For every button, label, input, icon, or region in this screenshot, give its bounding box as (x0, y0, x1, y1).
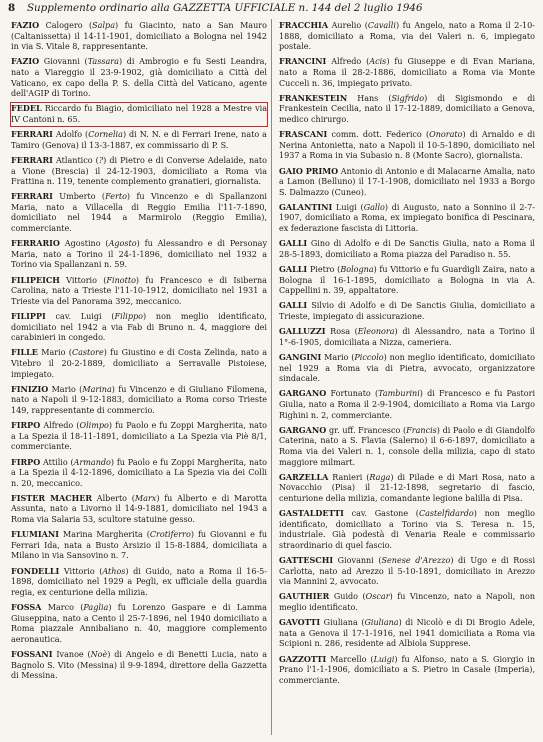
entry-details: di Francesco e fu Pastori Giulia, nato a Roma il 2-9-1904, domiciliato a Roma via Largo Righini n. 2, commerciante. (279, 389, 536, 420)
entry-surname: GALLUZZI (279, 326, 326, 337)
entry-first-name: Giovanni (43, 57, 80, 67)
entry-first-name: Silvio (311, 301, 334, 311)
entry-details: non meglio identificato, domiciliato a Torino via S. Teresa n. 15, industriale. Già podestà di Venaria Reale e commissario straordinario di quel fascio. (279, 509, 535, 550)
entry-surname: FILIPEICH (11, 274, 60, 285)
register-entry: FRASCANI comm. dott. Federico (Onorato) di Arnaldo e di Nerina Antonietta, nato a Napoli il 10-5-1890, domiciliato nel 1937 a Roma in via Subasio n. 8 (Monte Sacro), giornalista. (279, 129, 536, 161)
entry-details: fu Lorenzo Gaspare e di Lamma Giuseppina, nato a Cento il 25-7-1896, nel 1940 domiciliato a Roma piazzale Annibaliano n. 40, maggiore complemento aeronautica. (11, 603, 267, 644)
entry-surname: FOSSANI (11, 648, 53, 659)
entry-first-name: Mario (51, 384, 76, 394)
entry-surname: FERRARI (11, 154, 53, 165)
entry-surname: FOSSA (11, 602, 42, 612)
register-entry: FRACCHIA Aurelio (Cavalli) fu Angelo, nato a Roma il 2-10-1888, domiciliato a Roma, via dei Valeri n. 6, impiegato postale. (279, 20, 536, 52)
entry-details: di Antonio e di Malacarne Amalia, nato a Lamon (Belluno) il 17-1-1908, domiciliato nel 1933 a Borgo S. Dalmazzo (Cuneo). (279, 166, 535, 197)
register-entry: FRANKESTEIN Hans (Sigfrido) di Sigismondo e di Frankestein Cecilia, nato il 17-12-1889, domiciliato a Genova, medico chirurgo. (279, 92, 536, 124)
entry-surname: FIRPO (11, 420, 41, 431)
entry-surname: FONDELLI (11, 565, 60, 576)
entry-first-name: cav. Gastone (351, 509, 409, 519)
entry-details: fu Vincenzo e di Spallanzoni Maria, nato a Villacella di Reggio Emilia l'11-7-1890, domiciliato nel 1944 a Marmirolo (Reggio Emilia), commerciante. (11, 192, 267, 234)
register-entry: GAZZOTTI Marcello (Luigi) fu Alfonso, nato a S. Giorgio in Prano l'1-1-1906, domiciliato a S. Pietro in Casale (Imperia), commerciante. (279, 653, 536, 685)
entry-first-name: Marco (47, 603, 74, 612)
register-entry: FILLE Mario (Castore) fu Giustino e di Costa Zelinda, nato a Vitebro il 20-2-1889, domiciliato a Serravalle Pistoiese, impiegato. (11, 347, 268, 379)
entry-alias: Marina (82, 384, 112, 394)
entry-alias: Ferto (105, 192, 127, 202)
entry-first-name: Giovanni (337, 556, 374, 566)
page-header (0, 0, 543, 16)
entry-first-name: Alfredo (331, 57, 362, 67)
entry-alias: Olimpo (79, 421, 109, 431)
entry-details: di Sigismondo e di Frankestein Cecilia, nato il 17-12-1889, domiciliato a Genova, medico chirurgo. (279, 93, 536, 124)
register-entry: GARZELLA Ranieri (Raga) di Pilade e di Mari Rosa, nato a Novacchio (Pisa) il 21-12-1898, segretario di fascio, centurione della milizia, comandante legione balilla di Pisa. (279, 471, 536, 503)
entry-first-name: Giuliana (323, 618, 358, 628)
entry-first-name: Adolfo (55, 130, 83, 140)
entry-surname: GAIO PRIMO (279, 165, 339, 176)
entry-alias: Crotiferro (149, 530, 191, 540)
entry-first-name: Fortunato (330, 389, 371, 399)
register-entry: FERRARI Atlantico (?) di Pietro e di Converse Adelaide, nato a Vione (Brescia) il 24-12-1903, domiciliato a Roma via Frattina n. 119, tenente complemento granatieri, giornalista. (11, 154, 267, 187)
entry-first-name: Ivanoe (56, 649, 84, 659)
entry-details: fu Angelo, nato a Roma il 2-10-1888, domiciliato a Roma, via dei Valeri n. 6, impiegato postale. (279, 21, 536, 52)
entry-details: di Arnaldo e di Nerina Antonietta, nato a Napoli il 10-5-1890, domiciliato nel 1937 a Roma in via Subasio n. 8 (Monte Sacro), giornalista. (279, 130, 536, 161)
entry-surname: FEDEL (11, 103, 42, 114)
entry-alias: Athos (102, 566, 126, 576)
entry-first-name: Ranieri (332, 472, 363, 482)
entry-details: di Paolo e di Giandolfo Caterina, nato a S. Flavia (Salerno) il 6-6-1897, domiciliato a Roma via dei Valeri n. 1, console della milizia, capo di stato maggiore milmart. (279, 425, 536, 467)
entry-alias: Eleonora (357, 327, 395, 337)
entry-first-name: Vittorio (63, 566, 95, 576)
entry-surname: FERRARI (11, 129, 53, 140)
entry-surname: FRANCINI (279, 56, 327, 67)
entry-first-name: cav. Luigi (55, 312, 102, 321)
entry-details: fu Vincenzo, nato a Napoli, non meglio identificato. (279, 592, 536, 612)
entry-surname: GAZZOTTI (279, 653, 327, 664)
entry-first-name: Alberto (96, 493, 128, 503)
entry-details: non meglio identificato, domiciliato nel 1929 a Roma via di Pietra, avvocato, organizzatore sindacale. (279, 352, 535, 384)
entry-first-name: Marina Margherita (62, 530, 143, 540)
entry-alias: Bologna (340, 265, 374, 275)
register-entry (279, 166, 535, 199)
entry-first-name: Alfredo (43, 421, 74, 431)
entry-alias: Luigi (373, 654, 395, 664)
entry-details: fu Paolo e fu Zoppi Margherita, nato a La Spezia il 4-12-1896, domiciliato a La Spezia via dei Colli n. 20, meccanico. (11, 457, 268, 488)
register-entry: GALLI Pietro (Bologna) fu Vittorio e fu Guardigli Zaira, nato a Bologna il 16-1-1895, domiciliato a Bologna in via A. Cappellini n. 39, appaltatore. (279, 264, 536, 296)
entry-details: di N. N. e di Ferrari Irene, nato a Tamiro (Genova) il 13-3-1887, ex commissario di P. S. (11, 130, 267, 150)
entry-alias: Cavalli (367, 21, 396, 30)
entry-surname: FILIPPI (11, 311, 46, 321)
entry-alias: Marx (134, 493, 157, 503)
register-entry: FILIPEICH Vittorio (Finotto) fu Francesco e di Isiberna Carolina, nato a Trieste l'11-10-1912, domiciliato nel 1931 a Trieste via del Panorama 392, meccanico. (11, 274, 267, 306)
entry-details: di Adolfo e di De Sanctis Giulia, nato a Roma il 28-5-1893, domiciliato a Roma piazza del Paradiso n. 55. (279, 239, 536, 259)
entry-details: di Ugo e di Rossi Carlotta, nato ad Arezzo il 5-10-1891, domiciliato in Arezzo via Mannini 2, avvocato. (279, 556, 536, 587)
entry-first-name: Mario (41, 348, 66, 358)
right-column (279, 20, 535, 690)
entry-surname: FRASCANI (279, 129, 328, 140)
entry-surname: FRACCHIA (279, 20, 329, 30)
page-number: 8 (8, 2, 16, 14)
entry-details: di Adolfo e di De Sanctis Giulia, domiciliato a Trieste, impiegato di assicurazione. (279, 301, 536, 321)
entry-first-name: Gino (310, 239, 330, 249)
entry-surname: GASTALDETTI (279, 508, 344, 519)
register-entry: FILIPPI cav. Luigi (Filippo) non meglio identificato, domiciliato nel 1942 a via Fab di Bruno n. 4, maggiore dei carabinieri in congedo. (11, 311, 267, 343)
entry-surname: FINIZIO (11, 383, 49, 394)
register-entry: GALLUZZI Rosa (Eleonora) di Alessandro, nata a Torino il 1°-6-1905, domiciliata a Nizza, cameriera. (279, 326, 535, 347)
entry-details: di Alessandro, nata a Torino il 1°-6-1905, domiciliata a Nizza, cameriera. (279, 327, 535, 347)
entry-surname: GARGANO (279, 388, 327, 399)
entry-surname: FAZIO (11, 56, 40, 67)
entry-surname: FERRARI (11, 191, 53, 202)
entry-details: fu Vittorio e fu Guardigli Zaira, nato a Bologna il 16-1-1895, domiciliato a Bologna in via A. Cappellini n. 39, appaltatore. (279, 265, 536, 296)
entry-details: di Ambrogio e fu Sesti Leandra, nato a Viareggio il 23-9-1902, già domiciliato a Città del Vaticano, ex capo della P. S. della Città del Vaticano, agente dell'AGIP di Torino. (11, 57, 268, 99)
register-entry: FRANCINI Alfredo (Acis) fu Giuseppe e di Evan Mariana, nato a Roma il 28-2-1886, domiciliato a Roma via Monte Cucceli n. 36, impiegato privato. (279, 56, 536, 88)
register-entry: GAVOTTI Giuliana (Giuliana) di Nicolò e di Di Brogio Adele, nata a Genova il 17-1-1916, nel 1941 domiciliata a Roma via Scipioni n. 286, residente ad Albiola Supprese. (279, 617, 536, 649)
entry-details: di Nicolò e di Di Brogio Adele, nata a Genova il 17-1-1916, nel 1941 domiciliata a Roma via Scipioni n. 286, residente ad Albiola Supprese. (279, 618, 536, 649)
register-entry: FLUMIANI Marina Margherita (Crotiferro) fu Giovanni e fu Ferrari Ida, nata a Busto Arsizio il 15-8-1884, domiciliata a Milano in via Sansovino n. 7. (11, 529, 268, 561)
register-entry: FAZIO Giovanni (Tassara) di Ambrogio e fu Sesti Leandra, nato a Viareggio il 23-9-1902, già domiciliato a Città del Vaticano, ex capo della P. S. della Città del Vaticano, agente dell'AGIP di Torino. (11, 56, 268, 99)
left-column (11, 20, 267, 685)
register-entry: FERRARI Adolfo (Cornelia) di N. N. e di Ferrari Irene, nato a Tamiro (Genova) il 13-3-1887, ex commissario di P. S. (11, 129, 267, 150)
entry-details: fu Alfonso, nato a S. Giorgio in Prano l'1-1-1906, domiciliato a S. Pietro in Casale (Imperia), commerciante. (279, 654, 536, 685)
column-divider (271, 19, 272, 735)
register-entry: FAZIO Calogero (Salpa) fu Giacinto, nato a San Mauro (Caltanissetta) il 14-11-1901, domiciliato a Bologna nel 1942 in via S. Vitale 8, rappresentante. (11, 20, 267, 52)
entry-alias: Senese d'Arezzo (381, 556, 451, 566)
register-entry: FONDELLI Vittorio (Athos) di Guido, nato a Roma il 16-5-1898, domiciliato nel 1929 a Pegli, ex ufficiale della guardia regia, ex centurione della milizia. (11, 565, 268, 597)
entry-surname: FAZIO (11, 20, 40, 30)
entry-details: fu Paolo e fu Zoppi Margherita, nato a La Spezia il 18-11-1891, domiciliato a La Spezia via Piè 8/1, commerciante. (11, 421, 268, 452)
entry-alias: Oscar (365, 592, 390, 602)
register-entry: FERRARI Umberto (Ferto) fu Vincenzo e di Spallanzoni Maria, nato a Villacella di Reggio Emilia l'11-7-1890, domiciliato nel 1944 a Marmirolo (Reggio Emilia), commerciante. (11, 191, 267, 234)
entry-details: di Pietro e di Converse Adelaide, nato a Vione (Brescia) il 24-12-1903, domiciliato a Roma via Frattina n. 119, tenente complemento granatieri, giornalista. (11, 155, 267, 187)
entry-details: fu Alessandro e di Personay Maria, nato a Torino il 24-1-1896, domiciliato nel 1932 a Torino via Spallanzani n. 59. (11, 239, 268, 270)
entry-alias: Francis (406, 425, 437, 435)
entry-alias: Giuliana (364, 618, 399, 628)
entry-first-name: Hans (357, 93, 379, 103)
entry-surname: GARZELLA (279, 471, 329, 482)
highlighted-entry (11, 103, 267, 125)
register-entry: GALANTINI Luigi (Gallo) di Augusto, nato a Sonnino il 2-7-1907, domiciliato a Roma, ex impiegato bonifica di Pescinara, ex federazione fascista di Littoria. (279, 201, 535, 234)
entry-surname: GALLI (279, 264, 308, 275)
entry-first-name: Attilio (43, 457, 68, 467)
entry-alias: Gallo (363, 202, 385, 212)
entry-alias: Tamburini (378, 389, 420, 399)
entry-first-name: Umberto (59, 192, 96, 202)
entry-alias: Raga (369, 472, 391, 482)
entry-alias: Noè (90, 649, 108, 659)
entry-details: fu Giacinto, nato a San Mauro (Caltanissetta) il 14-11-1901, domiciliato a Bologna nel 1942 in via S. Vitale 8, rappresentante. (11, 21, 267, 52)
entry-alias: Finotto (106, 275, 136, 285)
entry-first-name: Calogero (45, 21, 83, 30)
entry-first-name: Marcello (330, 654, 367, 664)
entry-surname: FIRPO (11, 456, 41, 467)
register-entry (279, 238, 535, 260)
entry-surname: FERRARIO (11, 238, 60, 249)
entry-first-name: Rosa (330, 327, 351, 337)
entry-details: di Pilade e di Mari Rosa, nato a Novacchio (Pisa) il 21-12-1898, segretario di fascio, centurione della milizia, comandante legione balilla di Pisa. (279, 472, 536, 503)
register-entry: FOSSANI Ivanoe (Noè) di Angelo e di Benetti Lucia, nato a Bagnolo S. Vito (Messina) il 9-9-1894, direttore della Gazzetta di Messina. (11, 648, 268, 681)
entry-details: fu Francesco e di Isiberna Carolina, nato a Trieste l'11-10-1912, domiciliato nel 1931 a Trieste via del Panorama 392, meccanico. (11, 275, 267, 306)
entry-alias: Onorato (429, 130, 463, 140)
entry-first-name: Mario (324, 352, 349, 362)
entry-details: non meglio identificato, domiciliato nel 1942 a via Fab di Bruno n. 4, maggiore dei carabinieri in congedo. (11, 312, 267, 343)
entry-alias: Tassara (87, 57, 119, 67)
register-entry: FINIZIO Mario (Marina) fu Vincenzo e di Giuliano Filomena, nato a Napoli il 9-12-1883, domiciliato a Roma corso Trieste 149, rappresentante di commercio. (11, 383, 268, 415)
entry-surname: GALLI (279, 300, 308, 311)
register-entry: FOSSA Marco (Paglia) fu Lorenzo Gaspare e di Lamma Giuseppina, nato a Cento il 25-7-1896, nel 1940 domiciliato a Roma piazzale Annibaliano n. 40, maggiore complemento aeronautica. (11, 602, 267, 644)
entry-alias: Castore (71, 348, 104, 358)
entry-details: fu Giovanni e fu Ferrari Ida, nata a Busto Arsizio il 15-8-1884, domiciliata a Milano in via Sansovino n. 7. (11, 530, 268, 561)
entry-first-name: Agostino (64, 239, 101, 249)
entry-alias: Sigfrido (391, 93, 425, 103)
entry-alias: Castelfidardo (418, 509, 474, 519)
entry-surname: FRANKESTEIN (279, 92, 348, 103)
register-entry: FISTER MACHER Alberto (Marx) fu Alberto e di Marotta Assunta, nato a Livorno il 14-9-1881, domiciliato nel 1943 a Roma via Salaria 53, scultore statuine gesso. (11, 492, 267, 525)
gazette-title: Supplemento ordinario alla GAZZETTA UFFICIALE n. 144 del 2 luglio 1946 (27, 2, 423, 14)
register-entry (279, 300, 535, 322)
entry-surname: FLUMIANI (11, 529, 59, 540)
entry-alias: Filippo (114, 312, 143, 321)
register-entry: FIRPO Attilio (Armando) fu Paolo e fu Zoppi Margherita, nato a La Spezia il 4-12-1896, domiciliato a La Spezia via dei Colli n. 20, meccanico. (11, 456, 268, 488)
entry-surname: GANGINI (279, 351, 322, 362)
entry-details: fu Giustino e di Costa Zelinda, nato a Vitebro il 20-2-1889, domiciliato a Serravalle Pistoiese, impiegato. (11, 348, 268, 379)
entry-first-name: Guido (333, 592, 359, 602)
entry-details: fu Alberto e di Marotta Assunta, nato a Livorno il 14-9-1881, domiciliato nel 1943 a Roma via Salaria 53, scultore statuine gesso. (11, 493, 267, 525)
entry-surname: GAVOTTI (279, 617, 321, 628)
entry-alias: Armando (73, 457, 111, 467)
entry-details: fu Giuseppe e di Evan Mariana, nato a Roma il 28-2-1886, domiciliato a Roma via Monte Cucceli n. 36, impiegato privato. (279, 57, 536, 88)
register-entry: GARGANO Fortunato (Tamburini) di Francesco e fu Pastori Giulia, nato a Roma il 2-9-1904, domiciliato a Roma via Largo Righini n. 2, commerciante. (279, 388, 536, 420)
entry-first-name: Vittorio (66, 275, 97, 285)
entry-first-name: comm. dott. Federico (331, 130, 422, 140)
entry-alias: Paglia (83, 603, 109, 612)
entry-details: di Angelo e di Benetti Lucia, nato a Bagnolo S. Vito (Messina) il 9-9-1894, direttore della Gazzetta di Messina. (11, 649, 268, 681)
register-entry: FERRARIO Agostino (Agosto) fu Alessandro e di Personay Maria, nato a Torino il 24-1-1896, domiciliato nel 1932 a Torino via Spallanzani n. 59. (11, 238, 268, 270)
entry-alias: Piccolo (354, 352, 384, 362)
entry-alias: ? (98, 155, 104, 165)
entry-first-name: Antonio (340, 166, 373, 176)
entry-details: fu Vincenzo e di Giuliano Filomena, nato a Napoli il 9-12-1883, domiciliato a Roma corso Trieste 149, rappresentante di commercio. (11, 384, 268, 415)
entry-surname: GATTESCHI (279, 555, 334, 566)
register-entry: GAUTHIER Guido (Oscar) fu Vincenzo, nato a Napoli, non meglio identificato. (279, 591, 536, 612)
entry-surname: GARGANO (279, 424, 327, 435)
register-entry: GASTALDETTI cav. Gastone (Castelfidardo) non meglio identificato, domiciliato a Torino via S. Teresa n. 15, industriale. Già podestà di Venaria Reale e commissario straordinario di quel fascio. (279, 508, 535, 550)
entry-first-name: Luigi (335, 202, 357, 212)
register-entry: FIRPO Alfredo (Olimpo) fu Paolo e fu Zoppi Margherita, nato a La Spezia il 18-11-1891, domiciliato a La Spezia via Piè 8/1, commerciante. (11, 420, 268, 452)
register-entry: GARGANO gr. uff. Francesco (Francis) di Paolo e di Giandolfo Caterina, nato a S. Flavia (Salerno) il 6-6-1897, domiciliato a Roma via dei Valeri n. 1, console della milizia, capo di stato maggiore milmart. (279, 424, 536, 467)
entry-first-name: gr. uff. Francesco (328, 425, 401, 435)
entry-alias: Cornelia (88, 130, 123, 140)
entry-surname: GALANTINI (279, 201, 333, 212)
entry-alias: Agosto (108, 239, 137, 249)
entry-first-name: Riccardo (44, 104, 82, 114)
entry-first-name: Pietro (309, 265, 335, 275)
entry-surname: FILLE (11, 347, 38, 358)
entry-surname: FISTER MACHER (11, 492, 93, 503)
register-entry: GATTESCHI Giovanni (Senese d'Arezzo) di Ugo e di Rossi Carlotta, nato ad Arezzo il 5-10-1891, domiciliato in Arezzo via Mannini 2, avvocato. (279, 555, 536, 587)
entry-surname: GAUTHIER (279, 591, 330, 602)
entry-details: di Augusto, nato a Sonnino il 2-7-1907, domiciliato a Roma, ex impiegato bonifica di Pescinara, ex federazione fascista di Littoria. (279, 202, 535, 234)
entry-first-name: Atlantico (55, 155, 93, 165)
register-entry: GANGINI Mario (Piccolo) non meglio identificato, domiciliato nel 1929 a Roma via di Pietra, avvocato, organizzatore sindacale. (279, 351, 535, 384)
entry-details: di Guido, nato a Roma il 16-5-1898, domiciliato nel 1929 a Pegli, ex ufficiale della guardia regia, ex centurione della milizia. (11, 566, 268, 597)
entry-alias: Acis (369, 57, 387, 67)
entry-alias: Salpa (92, 21, 116, 30)
entry-details: fu Biagio, domiciliato nel 1928 a Mestre via IV Cantoni n. 65. (11, 104, 267, 124)
entry-first-name: Aurelio (331, 21, 362, 30)
entry-surname: GALLI (279, 238, 308, 249)
